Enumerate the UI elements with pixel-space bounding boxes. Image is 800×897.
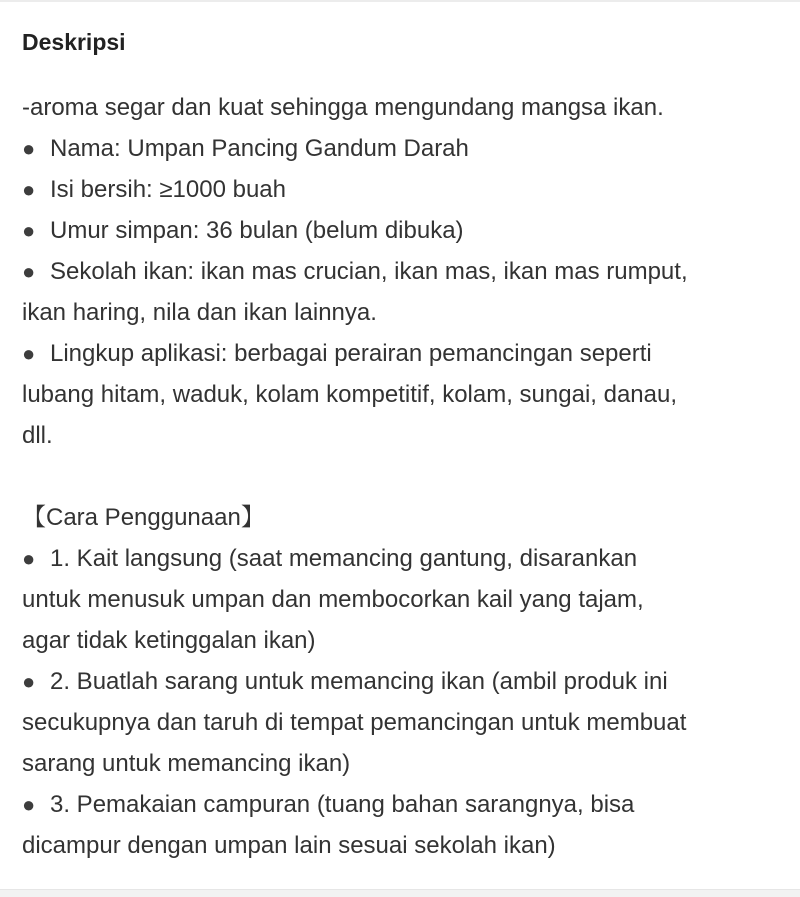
blank-line [22,456,782,497]
bullet-scope: ● Lingkup aplikasi: berbagai perairan pemancingan seperti [22,333,782,374]
usage-step-1-cont-2: agar tidak ketinggalan ikan) [22,627,316,654]
usage-step-3-cont: dicampur dengan umpan lain sesuai sekolah ikan) [22,832,556,859]
usage-step-2-cont-2: sarang untuk memancing ikan) [22,750,351,777]
usage-step-2-cont: secukupnya dan taruh di tempat pemancingan untuk membuat [22,709,687,736]
usage-step-2: ● 2. Buatlah sarang untuk memancing ikan (ambil produk ini [22,661,782,702]
bullet-content: ● Isi bersih: ≥1000 buah [22,169,782,210]
top-divider [0,0,800,2]
section-title: Deskripsi [22,29,126,55]
bullet-scope-cont: lubang hitam, waduk, kolam kompetitif, kolam, sungai, danau, [22,381,678,408]
description-intro: -aroma segar dan kuat sehingga mengundang mangsa ikan. [22,94,664,121]
bullet-fish-school-cont: ikan haring, nila dan ikan lainnya. [22,299,377,326]
bullet-scope-cont-2: dll. [22,422,53,449]
usage-step-1-cont: untuk menusuk umpan dan membocorkan kail yang tajam, [22,586,644,613]
usage-heading: 【Cara Penggunaan】 [22,504,265,531]
usage-step-1: ● 1. Kait langsung (saat memancing gantung, disarankan [22,538,782,579]
usage-step-3: ● 3. Pemakaian campuran (tuang bahan sarangnya, bisa [22,784,782,825]
description-body [22,87,782,866]
bullet-shelf-life: ● Umur simpan: 36 bulan (belum dibuka) [22,210,782,251]
bullet-fish-school: ● Sekolah ikan: ikan mas crucian, ikan mas, ikan mas rumput, [22,251,782,292]
bullet-name: ● Nama: Umpan Pancing Gandum Darah [22,128,782,169]
